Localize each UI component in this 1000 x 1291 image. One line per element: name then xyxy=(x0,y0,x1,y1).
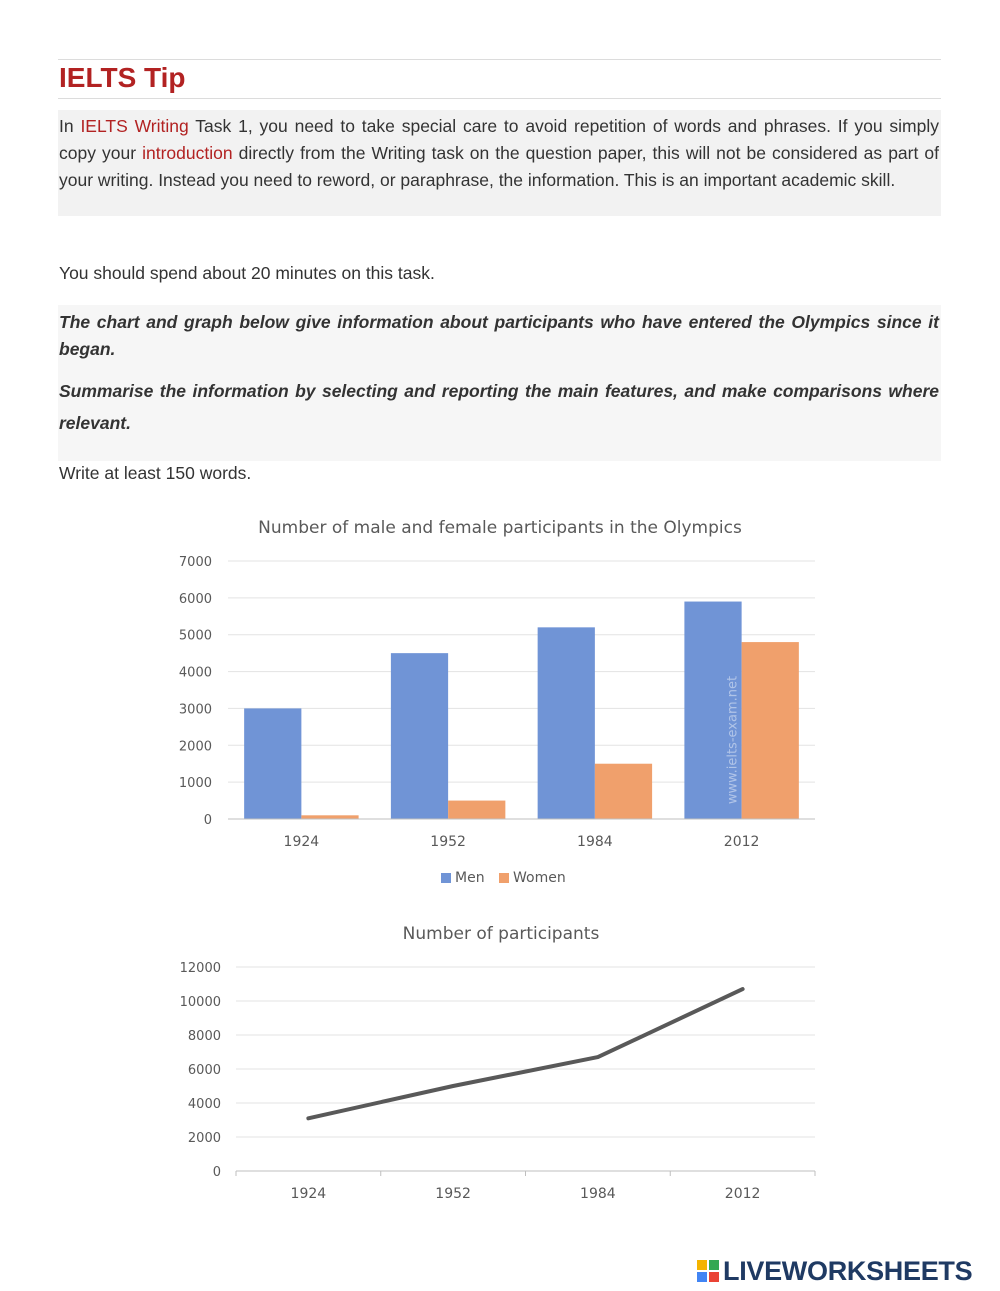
legend-swatch-women xyxy=(499,873,509,883)
legend-swatch-men xyxy=(441,873,451,883)
bar-x-tick-label: 1984 xyxy=(577,834,613,850)
bar-y-tick-label: 2000 xyxy=(178,739,212,755)
line-y-tick-label: 0 xyxy=(212,1165,221,1180)
bar-x-tick-label: 1924 xyxy=(283,834,320,850)
task-prompt: The chart and graph below give information about participants who have entered the Olympics since it began. xyxy=(59,312,939,359)
time-instruction: You should spend about 20 minutes on this task. xyxy=(59,263,435,283)
line-chart-title: Number of participants xyxy=(402,924,600,944)
line-y-tick-label: 2000 xyxy=(187,1131,221,1146)
introduction-link[interactable]: introduction xyxy=(142,143,233,163)
title-rule xyxy=(58,98,941,99)
bar-x-tick-label: 1952 xyxy=(430,834,466,850)
line-x-tick-label: 1984 xyxy=(580,1186,616,1202)
liveworksheets-brand[interactable] xyxy=(697,1255,972,1287)
liveworksheets-logo-icon xyxy=(697,1260,719,1282)
line-x-tick-label: 1952 xyxy=(435,1186,471,1202)
tip-paragraph xyxy=(59,113,939,194)
line-point-1952 xyxy=(452,1085,455,1088)
line-y-tick-label: 4000 xyxy=(187,1097,221,1112)
tip-title: IELTS Tip xyxy=(59,62,186,93)
bar-y-tick-label: 4000 xyxy=(178,665,212,681)
bar-women-1924 xyxy=(301,815,358,819)
bar-chart xyxy=(0,505,1000,900)
bar-men-1952 xyxy=(391,653,448,819)
line-y-tick-label: 12000 xyxy=(179,961,221,976)
bar-y-tick-label: 7000 xyxy=(178,555,212,570)
word-count-instruction: Write at least 150 words. xyxy=(59,463,252,483)
line-point-2012 xyxy=(741,988,744,991)
brand-name: LIVEWORKSHEETS xyxy=(723,1255,973,1286)
line-x-tick-label: 2012 xyxy=(724,1186,761,1202)
bar-y-tick-label: 0 xyxy=(203,813,212,828)
bar-men-1984 xyxy=(538,627,595,819)
bar-chart-title: Number of male and female participants in the Olympics xyxy=(258,518,742,538)
tip-text-start: In xyxy=(59,116,81,136)
legend-label-women: Women xyxy=(513,870,566,886)
legend-label-men: Men xyxy=(455,870,485,886)
bar-women-1984 xyxy=(595,764,652,819)
bar-y-tick-label: 6000 xyxy=(178,591,212,607)
ielts-writing-link[interactable]: IELTS Writing xyxy=(80,116,189,136)
tip-text-end: directly from the Writing task on the question paper, this will not be considered as part of your writing. Instead you need to reword, or paraphrase, the information. This is an important academic skill. xyxy=(59,143,939,190)
bar-y-tick-label: 1000 xyxy=(178,776,212,792)
bar-y-tick-label: 5000 xyxy=(178,628,212,644)
bar-y-tick-label: 3000 xyxy=(178,702,212,718)
task-instruction: Summarise the information by selecting and reporting the main features, and make comparisons where relevant. xyxy=(59,381,939,433)
line-point-1924 xyxy=(307,1117,310,1120)
participants-line xyxy=(308,989,742,1118)
line-y-tick-label: 6000 xyxy=(187,1063,221,1078)
watermark-text: www.ielts-exam.net xyxy=(725,675,741,805)
bar-women-2012 xyxy=(742,642,799,819)
bar-men-1924 xyxy=(244,708,301,819)
bar-women-1952 xyxy=(448,801,505,819)
tip-text-middle: Task 1, you need to take special care to avoid repetition of words and phrases. If you simply copy your xyxy=(59,116,939,163)
line-y-tick-label: 8000 xyxy=(187,1029,221,1044)
line-x-tick-label: 1924 xyxy=(290,1186,327,1202)
line-y-tick-label: 10000 xyxy=(179,995,221,1010)
top-rule xyxy=(58,59,941,60)
bar-x-tick-label: 2012 xyxy=(723,834,760,850)
line-chart xyxy=(0,915,1000,1215)
line-point-1984 xyxy=(596,1056,599,1059)
